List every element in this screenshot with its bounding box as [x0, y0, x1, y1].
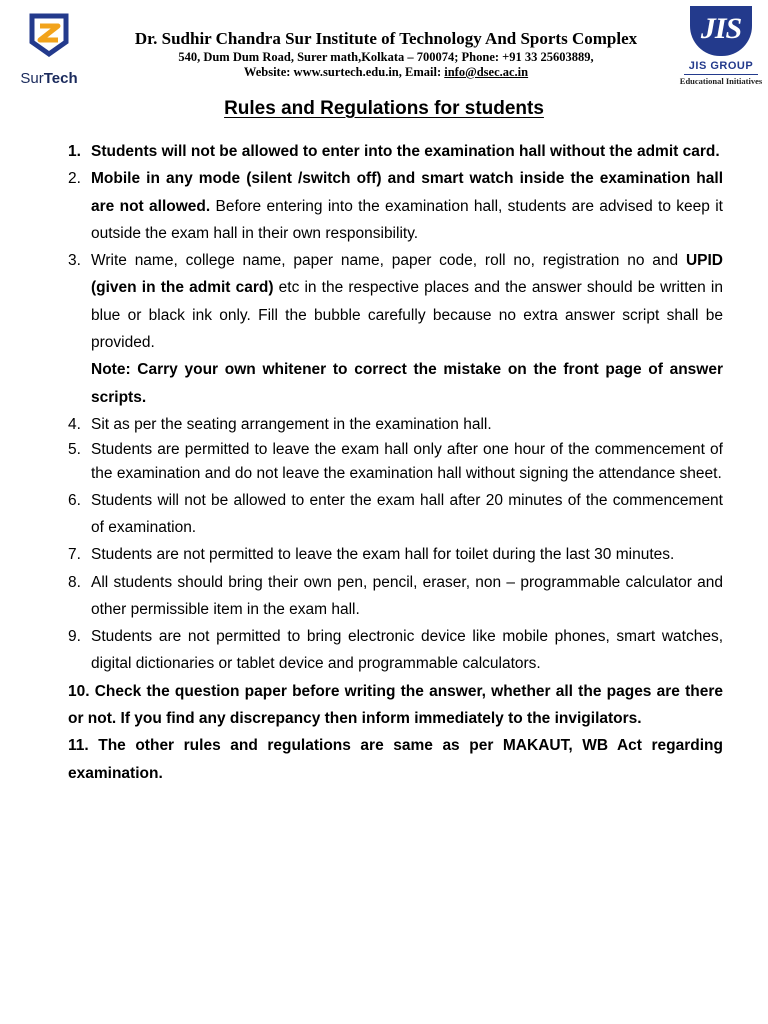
institute-address: 540, Dum Dum Road, Surer math,Kolkata – 700074; Phone: +91 33 25603889,	[178, 50, 594, 64]
rule-item-4: 4. Sit as per the seating arrangement in the examination hall.	[68, 415, 492, 433]
rule-item-9: 9. Students are not permitted to bring electronic device like mobile phones, smart watches, digital dictionaries or tablet device and programmable calculators.	[68, 628, 723, 673]
rule-item-11: 11. The other rules and regulations are same as per MAKAUT, WB Act regarding examination.	[68, 737, 723, 782]
jis-group-label: JIS GROUP	[688, 60, 754, 72]
rule-item-7: 7. Students are not permitted to leave the exam hall for toilet during the last 30 minutes.	[68, 546, 675, 564]
rule-item-5: 5. Students are permitted to leave the exam hall only after one hour of the commencement of the examination and do not leave the examination hall without signing the attendance sheet.	[68, 441, 723, 483]
institute-block	[96, 28, 676, 80]
institute-contact: Website: www.surtech.edu.in, Email: info@dsec.ac.in	[243, 65, 529, 79]
document-header	[0, 0, 768, 92]
jis-group-logo	[678, 6, 764, 88]
jis-tagline: Educational Initiatives	[679, 76, 763, 86]
surtech-logo-text: SurTech	[20, 70, 78, 87]
rule-item-10: 10. Check the question paper before writing the answer, whether all the pages are there or not. If you find any discrepancy then inform immediately to the invigilators.	[68, 682, 723, 728]
page-title: Rules and Regulations for students	[224, 98, 544, 119]
rule-item-3: 3. Write name, college name, paper name, paper code, roll no, registration no and UPID (given in the admit card) etc in the respective places and the answer should be written in blue or black ink only. Fill the bubble carefully because no extra answer script shall be provided.	[68, 252, 723, 352]
jis-underline	[684, 74, 758, 75]
rule-note: Note: Carry your own whitener to correct the mistake on the front page of answer scripts.	[91, 361, 723, 406]
email-link[interactable]: info@dsec.ac.in	[444, 65, 529, 79]
institute-name: Dr. Sudhir Chandra Sur Institute of Technology And Sports Complex	[134, 29, 638, 48]
rule-item-1: 1. Students will not be allowed to enter into the examination hall without the admit card.	[68, 143, 720, 160]
rules-list	[68, 138, 723, 787]
rule-item-8: 8. All students should bring their own pen, pencil, eraser, non – programmable calculator and other permissible item in the exam hall.	[68, 573, 723, 618]
jis-badge-icon: JIS	[690, 6, 752, 56]
rule-item-6: 6. Students will not be allowed to enter the exam hall after 20 minutes of the commencement of examination.	[68, 491, 723, 536]
rule-item-2: 2. Mobile in any mode (silent /switch off) and smart watch inside the examination hall are not allowed. Before entering into the examination hall, students are advised to keep it outside the exam hall in their own responsibility.	[68, 170, 723, 242]
surtech-logo	[18, 12, 80, 88]
surtech-shield-icon	[18, 12, 80, 68]
